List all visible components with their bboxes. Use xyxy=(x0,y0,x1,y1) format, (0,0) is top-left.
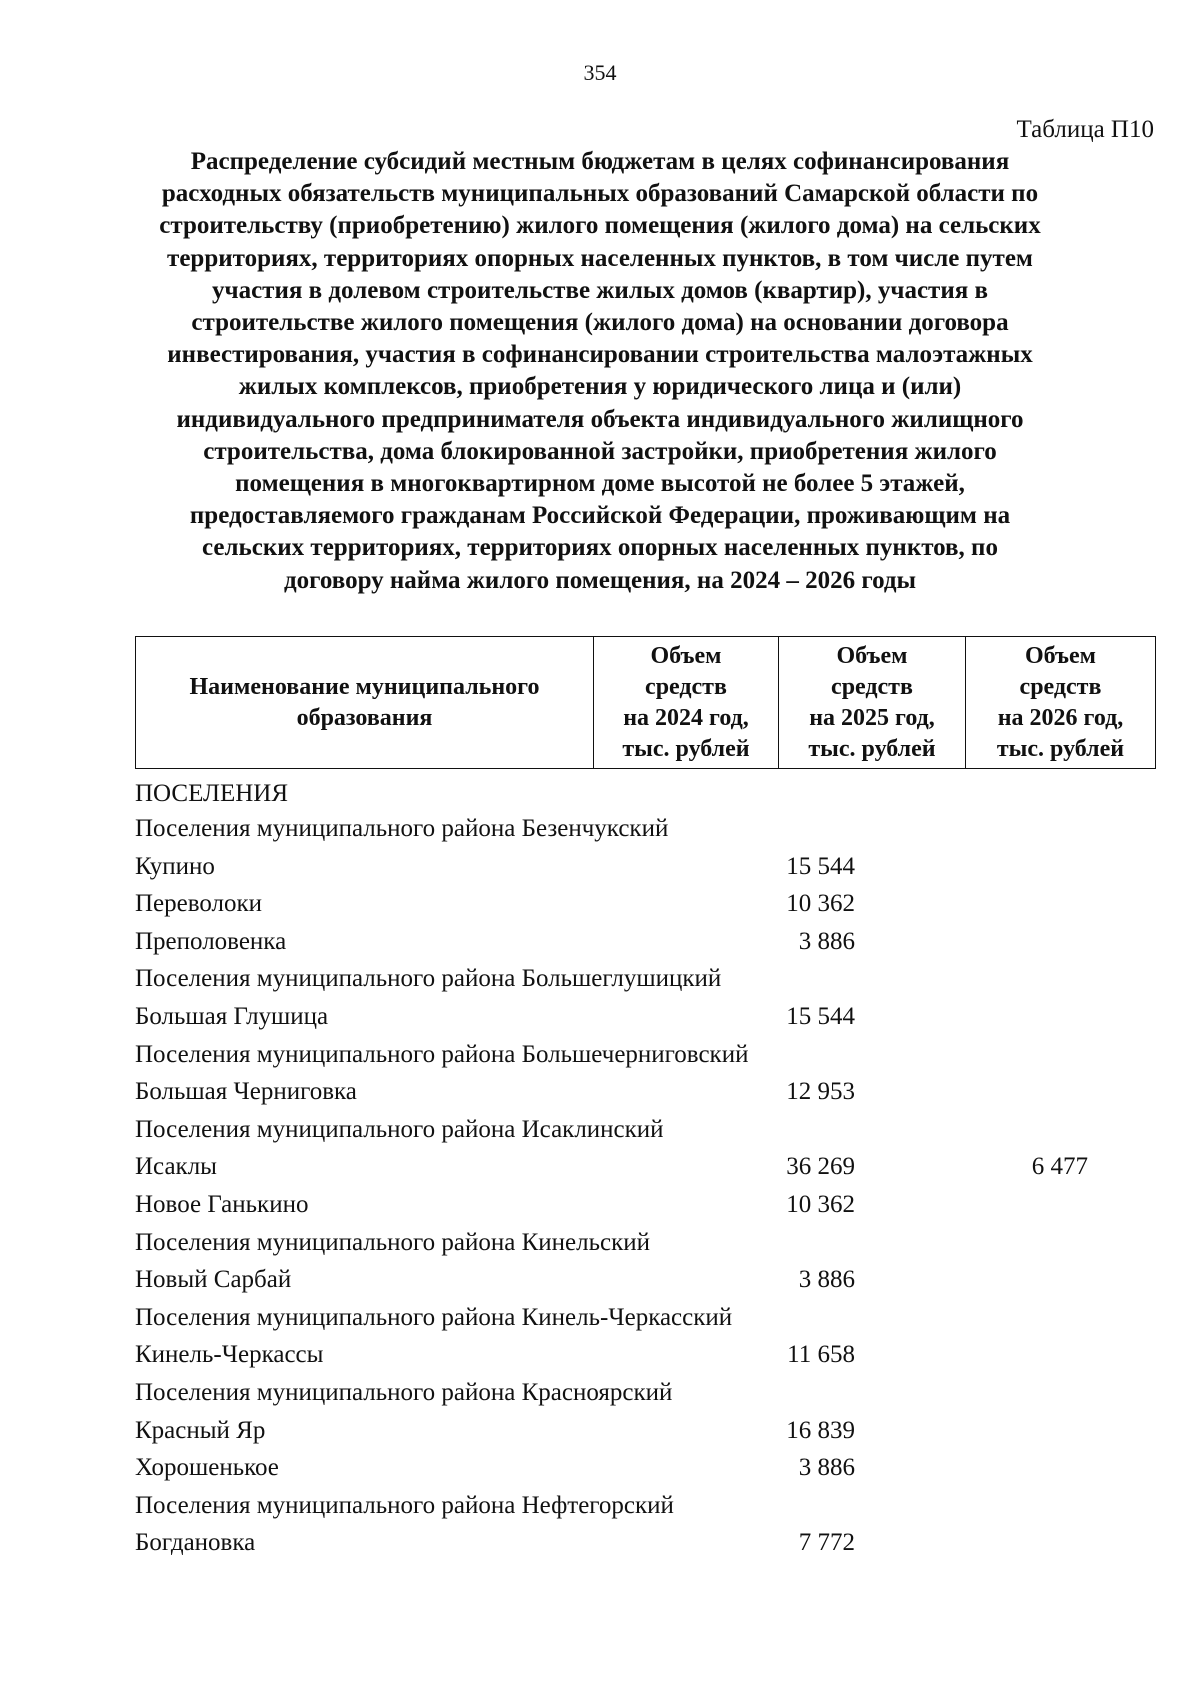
settlement-row xyxy=(135,1078,1135,1116)
page-number: 354 xyxy=(583,60,617,85)
settlement-row xyxy=(135,853,1135,891)
row-name: Поселения муниципального района Большеглушицкий xyxy=(135,965,722,993)
district-row xyxy=(135,1304,1135,1342)
district-row xyxy=(135,1492,1135,1530)
district-row xyxy=(135,965,1135,1003)
title-line: Распределение субсидий местным бюджетам в целях софинансирования xyxy=(190,148,1010,175)
value-2024: 3 886 xyxy=(798,927,855,955)
district-row xyxy=(135,1229,1135,1267)
title-line: жилых комплексов, приобретения у юридического лица и (или) xyxy=(238,373,962,401)
row-name: Поселения муниципального района Большечерниговский xyxy=(135,1040,749,1068)
title-line: предоставляемого гражданам Российской Федерации, проживающим на xyxy=(189,502,1011,530)
value-2024: 10 362 xyxy=(786,1190,855,1218)
value-2024: 3 886 xyxy=(798,1266,855,1294)
title-line: договору найма жилого помещения, на 2024 – 2026 годы xyxy=(283,566,917,594)
header-2026-line: тыс. рублей xyxy=(996,735,1125,762)
title-line: расходных обязательств муниципальных образований Самарской области по xyxy=(161,180,1039,208)
row-name: Хорошенькое xyxy=(135,1454,279,1482)
row-name: Исаклы xyxy=(135,1153,217,1181)
header-2025-line: Объем xyxy=(836,642,908,669)
header-2025-line: средств xyxy=(831,673,913,700)
table-body xyxy=(135,815,1135,1567)
header-2024-line: средств xyxy=(645,673,727,700)
header-name-line: образования xyxy=(296,704,433,731)
value-2024: 15 544 xyxy=(786,1002,855,1030)
row-name: Новое Ганькино xyxy=(135,1190,309,1218)
header-2026-line: средств xyxy=(1019,673,1102,700)
district-row xyxy=(135,1116,1135,1154)
title-line: строительстве жилого помещения (жилого дома) на основании договора xyxy=(191,309,1009,337)
column-header-name xyxy=(136,637,594,769)
row-name: Поселения муниципального района Нефтегорский xyxy=(135,1491,674,1519)
settlement-row xyxy=(135,1529,1135,1567)
table-header xyxy=(135,636,1156,769)
column-header-2024 xyxy=(594,637,779,769)
header-2024-line: тыс. рублей xyxy=(622,735,750,762)
value-2024: 12 953 xyxy=(786,1078,855,1106)
row-name: Большая Черниговка xyxy=(135,1078,357,1106)
value-2024: 16 839 xyxy=(786,1416,855,1444)
value-2024: 11 658 xyxy=(787,1341,855,1369)
column-header-2025 xyxy=(779,637,966,769)
district-row xyxy=(135,815,1135,853)
settlement-row xyxy=(135,1003,1135,1041)
value-2024: 10 362 xyxy=(786,890,855,918)
row-name: Преполовенка xyxy=(135,927,287,955)
row-name: Новый Сарбай xyxy=(135,1266,292,1294)
settlement-row xyxy=(135,1191,1135,1229)
district-row xyxy=(135,1041,1135,1079)
title-line: строительства, дома блокированной застройки, приобретения жилого xyxy=(203,437,997,465)
settlement-row xyxy=(135,1454,1135,1492)
settlement-row xyxy=(135,1266,1135,1304)
row-name: Поселения муниципального района Безенчукский xyxy=(135,815,669,842)
header-name-line: Наименование муниципального xyxy=(189,673,540,700)
value-2026: 6 477 xyxy=(1031,1153,1088,1181)
title-line: сельских территориях, территориях опорных населенных пунктов, по xyxy=(202,534,998,562)
value-2024: 36 269 xyxy=(786,1153,855,1181)
row-name: Богдановка xyxy=(135,1529,256,1557)
row-name: Большая Глушица xyxy=(135,1002,329,1030)
row-name: Кинель-Черкассы xyxy=(135,1341,324,1369)
settlement-row xyxy=(135,1153,1135,1191)
column-header-2026 xyxy=(966,637,1156,769)
table-label: Таблица П10 xyxy=(1016,116,1154,143)
value-2024: 15 544 xyxy=(786,852,855,880)
row-name: Поселения муниципального района Красноярский xyxy=(135,1378,673,1406)
settlement-row xyxy=(135,928,1135,966)
header-2026-line: Объем xyxy=(1024,642,1097,669)
settlement-row xyxy=(135,1417,1135,1455)
title-line: инвестирования, участия в софинансировании строительства малоэтажных xyxy=(167,341,1033,369)
settlement-row xyxy=(135,890,1135,928)
header-2025-line: тыс. рублей xyxy=(808,735,936,762)
header-2026-line: на 2026 год, xyxy=(997,704,1124,731)
row-name: Поселения муниципального района Кинельский xyxy=(135,1228,651,1256)
value-2024: 3 886 xyxy=(798,1454,855,1482)
row-name: Поселения муниципального района Исаклинский xyxy=(135,1115,664,1143)
header-2024-line: на 2024 год, xyxy=(623,704,749,731)
title-line: помещения в многоквартирном доме высотой не более 5 этажей, xyxy=(235,470,965,498)
header-2025-line: на 2025 год, xyxy=(809,704,935,731)
title-line: участия в долевом строительстве жилых домов (квартир), участия в xyxy=(211,276,988,304)
title-line: строительству (приобретению) жилого помещения (жилого дома) на сельских xyxy=(159,212,1041,240)
row-name: Поселения муниципального района Кинель-Черкасский xyxy=(135,1303,733,1331)
row-name: Красный Яр xyxy=(135,1416,266,1444)
district-row xyxy=(135,1379,1135,1417)
header-2024-line: Объем xyxy=(650,642,722,669)
value-2024: 7 772 xyxy=(798,1529,855,1557)
document-title xyxy=(130,146,1070,597)
section-heading: ПОСЕЛЕНИЯ xyxy=(135,780,289,807)
title-line: территориях, территориях опорных населенных пунктов, в том числе путем xyxy=(167,244,1033,272)
row-name: Купино xyxy=(135,852,215,880)
row-name: Переволоки xyxy=(135,890,263,918)
title-line: индивидуального предпринимателя объекта индивидуального жилищного xyxy=(176,405,1024,433)
settlement-row xyxy=(135,1341,1135,1379)
